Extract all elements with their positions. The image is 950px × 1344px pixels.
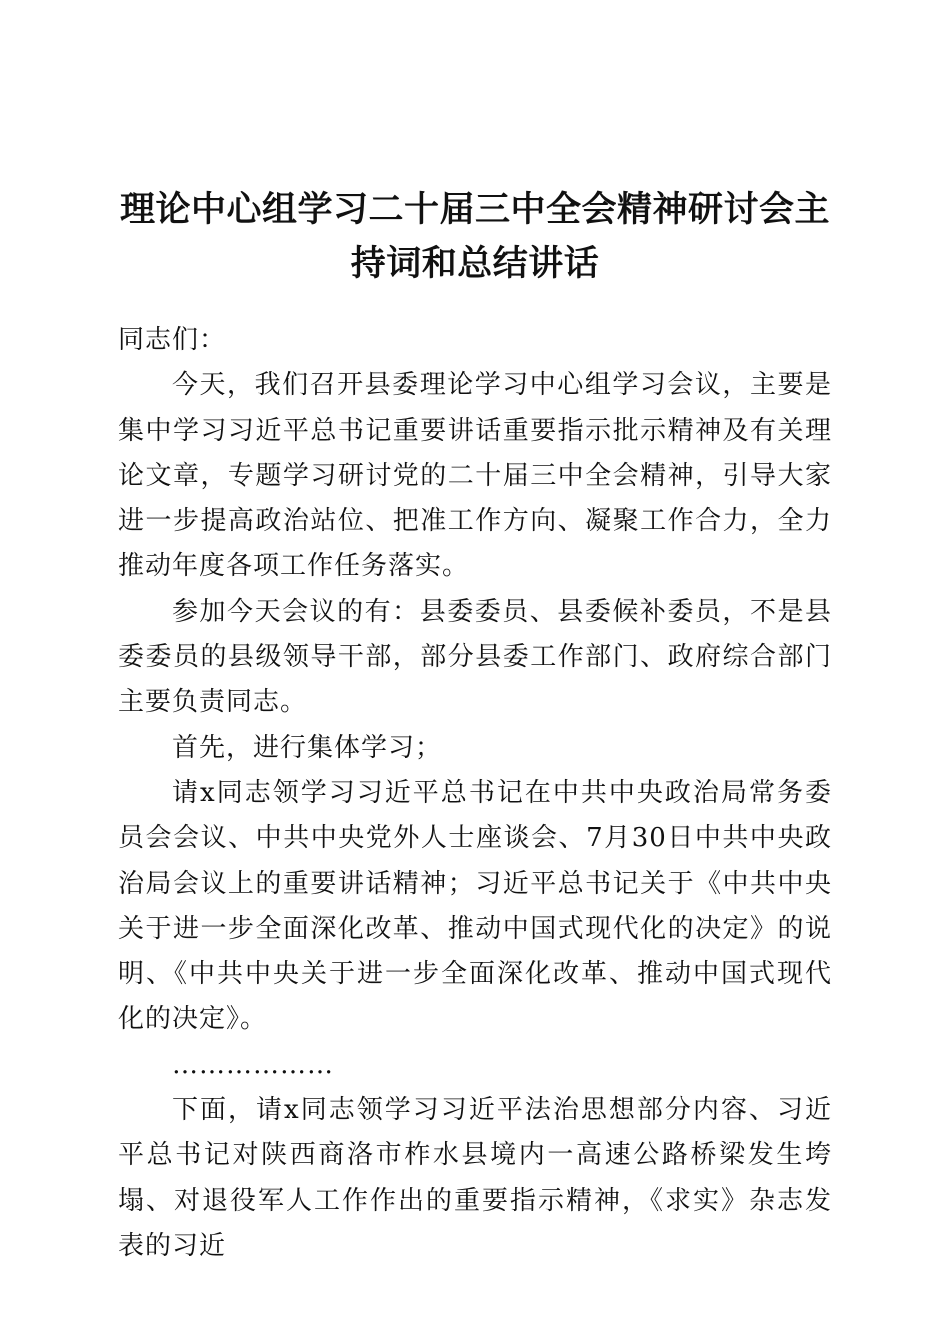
salutation: 同志们： bbox=[118, 325, 227, 355]
paragraph-ellipsis: ……………… bbox=[172, 1049, 334, 1080]
paragraph-next-study: 下面，请x同志领学习习近平法治思想部分内容、习近平总书记对陕西商洛市柞水县境内一高速公路桥梁发生垮塌、对退役军人工作作出的重要指示精神，《求实》杂志发表的习近 bbox=[118, 1095, 832, 1261]
paragraph-attendees: 参加今天会议的有：县委委员、县委候补委员，不是县委委员的县级领导干部，部分县委工作部门、政府综合部门主要负责同志。 bbox=[118, 596, 832, 718]
document-title bbox=[118, 183, 832, 291]
document-body bbox=[118, 318, 832, 1269]
title-line-1: 理论中心组学习二十届三中全会精神研讨会主 bbox=[119, 190, 830, 230]
paragraph-opening: 今天，我们召开县委理论学习中心组学习会议，主要是集中学习习近平总书记重要讲话重要指示批示精神及有关理论文章，专题学习研讨党的二十届三中全会精神，引导大家进一步提高政治站位、把准工作方向、凝聚工作合力，全力推动年度各项工作任务落实。 bbox=[118, 370, 832, 582]
paragraph-lead-study: 请x同志领学习习近平总书记在中共中央政治局常务委员会会议、中共中央党外人士座谈会、7月30日中共中央政治局会议上的重要讲话精神；习近平总书记关于《中共中央关于进一步全面深化改革、推动中国式现代化的决定》的说明、《中共中央关于进一步全面深化改革、推动中国式现代化的决定》。 bbox=[118, 777, 832, 1035]
paragraph-first-study: 首先，进行集体学习； bbox=[172, 732, 443, 763]
title-line-2: 持词和总结讲话 bbox=[350, 244, 600, 284]
